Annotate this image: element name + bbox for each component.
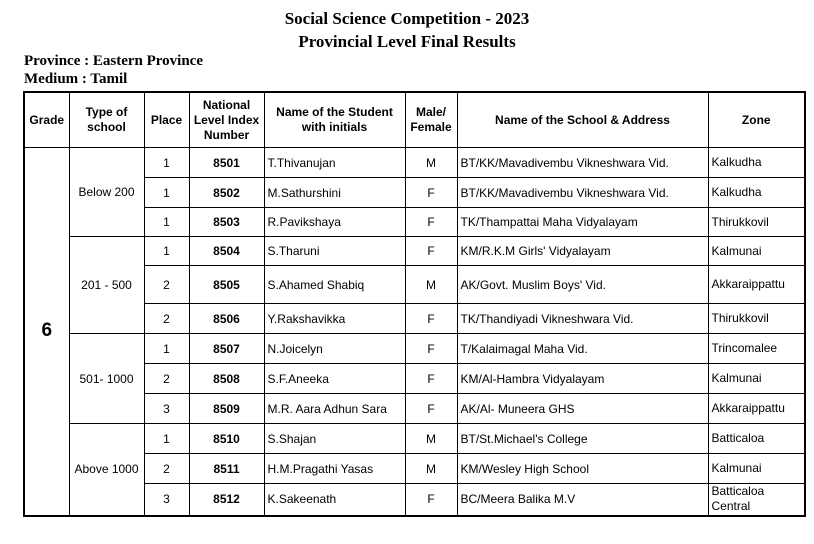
zone-cell: Batticaloa Central (708, 484, 805, 516)
place-cell: 1 (144, 334, 189, 364)
school-cell: BC/Meera Balika M.V (457, 484, 708, 516)
gender-cell: F (405, 237, 457, 266)
student-name-cell: Y.Rakshavikka (264, 304, 405, 334)
medium-label: Medium : Tamil (24, 71, 128, 87)
table-row (24, 334, 805, 364)
place-cell: 1 (144, 178, 189, 208)
school-type-cell: 501- 1000 (69, 334, 144, 424)
index-number-cell: 8512 (189, 484, 264, 516)
place-cell: 2 (144, 304, 189, 334)
index-number-cell: 8510 (189, 424, 264, 454)
zone-cell: Kalmunai (708, 364, 805, 394)
gender-cell: F (405, 364, 457, 394)
school-cell: TK/Thampattai Maha Vidyalayam (457, 208, 708, 237)
index-number-cell: 8507 (189, 334, 264, 364)
school-cell: BT/KK/Mavadivembu Vikneshwara Vid. (457, 178, 708, 208)
place-cell: 1 (144, 237, 189, 266)
table-row (24, 237, 805, 266)
gender-cell: M (405, 454, 457, 484)
school-cell: BT/KK/Mavadivembu Vikneshwara Vid. (457, 148, 708, 178)
school-cell: BT/St.Michael's College (457, 424, 708, 454)
zone-cell: Akkaraippattu (708, 266, 805, 304)
zone-cell: Thirukkovil (708, 208, 805, 237)
student-name-cell: N.Joicelyn (264, 334, 405, 364)
place-cell: 2 (144, 364, 189, 394)
student-name-cell: S.Ahamed Shabiq (264, 266, 405, 304)
col-gender: Male/ Female (405, 92, 457, 148)
col-zone: Zone (708, 92, 805, 148)
student-name-cell: M.Sathurshini (264, 178, 405, 208)
place-cell: 3 (144, 394, 189, 424)
zone-cell: Trincomalee (708, 334, 805, 364)
student-name-cell: S.Tharuni (264, 237, 405, 266)
gender-cell: F (405, 178, 457, 208)
zone-cell: Kalkudha (708, 178, 805, 208)
school-type-cell: Below 200 (69, 148, 144, 237)
index-number-cell: 8503 (189, 208, 264, 237)
gender-cell: F (405, 208, 457, 237)
place-cell: 3 (144, 484, 189, 516)
index-number-cell: 8511 (189, 454, 264, 484)
school-cell: TK/Thandiyadi Vikneshwara Vid. (457, 304, 708, 334)
school-type-cell: 201 - 500 (69, 237, 144, 334)
student-name-cell: T.Thivanujan (264, 148, 405, 178)
school-cell: KM/Wesley High School (457, 454, 708, 484)
index-number-cell: 8505 (189, 266, 264, 304)
col-grade: Grade (24, 92, 69, 148)
index-number-cell: 8508 (189, 364, 264, 394)
school-cell: KM/Al-Hambra Vidyalayam (457, 364, 708, 394)
school-cell: KM/R.K.M Girls' Vidyalayam (457, 237, 708, 266)
gender-cell: F (405, 334, 457, 364)
col-type-of-school: Type of school (69, 92, 144, 148)
col-student-name: Name of the Student with initials (264, 92, 405, 148)
place-cell: 1 (144, 424, 189, 454)
index-number-cell: 8501 (189, 148, 264, 178)
results-body (24, 148, 805, 516)
gender-cell: M (405, 266, 457, 304)
gender-cell: F (405, 394, 457, 424)
gender-cell: M (405, 148, 457, 178)
student-name-cell: M.R. Aara Adhun Sara (264, 394, 405, 424)
zone-cell: Kalmunai (708, 237, 805, 266)
index-number-cell: 8506 (189, 304, 264, 334)
zone-cell: Akkaraippattu (708, 394, 805, 424)
zone-cell: Kalmunai (708, 454, 805, 484)
col-place: Place (144, 92, 189, 148)
zone-cell: Kalkudha (708, 148, 805, 178)
student-name-cell: S.F.Aneeka (264, 364, 405, 394)
gender-cell: F (405, 304, 457, 334)
col-school: Name of the School & Address (457, 92, 708, 148)
place-cell: 2 (144, 454, 189, 484)
page-subtitle: Provincial Level Final Results (298, 32, 516, 51)
results-table (23, 91, 806, 517)
student-name-cell: R.Pavikshaya (264, 208, 405, 237)
gender-cell: M (405, 424, 457, 454)
index-number-cell: 8502 (189, 178, 264, 208)
school-cell: AK/Govt. Muslim Boys' Vid. (457, 266, 708, 304)
zone-cell: Thirukkovil (708, 304, 805, 334)
page-title: Social Science Competition - 2023 (284, 9, 530, 28)
school-cell: AK/Al- Muneera GHS (457, 394, 708, 424)
place-cell: 2 (144, 266, 189, 304)
student-name-cell: K.Sakeenath (264, 484, 405, 516)
school-type-cell: Above 1000 (69, 424, 144, 516)
col-index-number: National Level Index Number (189, 92, 264, 148)
student-name-cell: S.Shajan (264, 424, 405, 454)
index-number-cell: 8504 (189, 237, 264, 266)
province-label: Province : Eastern Province (24, 53, 203, 69)
school-cell: T/Kalaimagal Maha Vid. (457, 334, 708, 364)
place-cell: 1 (144, 148, 189, 178)
table-header-row (24, 92, 805, 148)
place-cell: 1 (144, 208, 189, 237)
table-row (24, 148, 805, 178)
gender-cell: F (405, 484, 457, 516)
grade-cell: 6 (24, 148, 69, 516)
zone-cell: Batticaloa (708, 424, 805, 454)
table-row (24, 424, 805, 454)
index-number-cell: 8509 (189, 394, 264, 424)
student-name-cell: H.M.Pragathi Yasas (264, 454, 405, 484)
